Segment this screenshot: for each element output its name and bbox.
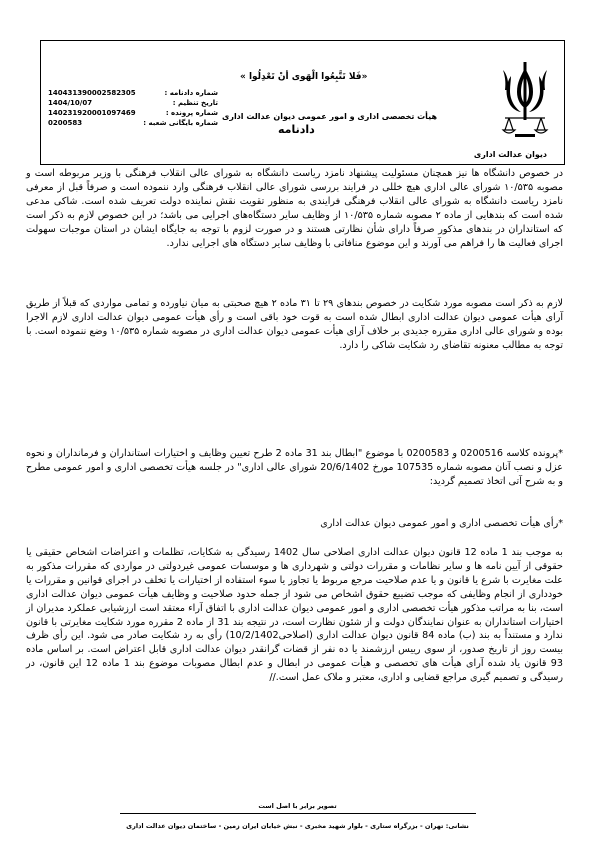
- paragraph-1: در خصوص دانشگاه ها نیز همچنان مسئولیت پیشنهاد نامزد ریاست دانشگاه به شورای عالی انقلاب فرهنگی با وزیر مربوطه است و مصوبه ۱۰/۵۳۵ شورای عالی اداری هیچ خللی در فرایند بررسی شورای عالی انقلاب فرهنگی وارد ننموده است و صرفاً قبل از معرفی نامزد ریاست دانشگاه به شورای عالی انقلاب فرهنگی فرایندی به منظور تقویت نقش نماینده دولت تعریف شده است. شاکی مدعی شده است که بندهایی از ماده ۲ مصوبه شماره ۱۰/۵۳۵ از وظایف سایر دستگاه‌های اجرایی می باشد؛ در این خصوص لازم به ذکر است که استانداران در بندهای مذکور صرفاً دارای شأن نظارتی هستند و در صورت لزوم با توجه به جایگاه ایشان در استان موجبات سهولت اجرای فعالیت ها را فراهم می آورند و این موضوع منافاتی با وظایف سایر دستگاه های اجرایی ندارد.: [26, 168, 563, 249]
- issue-date-label: تاریخ تنظیم :: [172, 99, 218, 107]
- meta-row: [48, 88, 218, 98]
- case-number-label: شماره پرونده :: [165, 109, 218, 117]
- footer-divider: [120, 813, 476, 814]
- verdict-number: 140431390002582305: [48, 89, 136, 97]
- archive-number: 0200583: [48, 119, 83, 127]
- ruling-heading: *رأی هیأت تخصصی اداری و امور عمومی دیوان عدالت اداری: [320, 518, 563, 529]
- certified-copy-note: تصویر برابر با اصل است: [258, 802, 337, 810]
- ruling-paragraph: به موجب بند 1 ماده 12 قانون دیوان عدالت اداری اصلاحی سال 1402 رسیدگی به شکایات، تظلمات و اعتراضات اشخاص حقیقی یا حقوقی از آیین نامه ها و سایر نظامات و مقررات دولتی و شهرداری ها و موسسات عمومی غیردولتی در مواردی که مقررات مذکور به علت مغایرت با شرع یا قانون و یا عدم صلاحیت مرجع مربوط یا تجاوز یا سوء استفاده از اختیارات یا تخلف در اجرای قوانین و مقررات یا خودداری از انجام وظایفی که موجب تضییع حقوق اشخاص می شود از جمله حدود صلاحیت و وظایف هیأت عمومی دیوان عدالت اداری است، بنا به مراتب مذکور هیأت تخصصی اداری و امور عمومی دیوان عدالت اداری با اتفاق آراء معتقد است ارزشیابی عملکرد مدیران از اختیارات استانداران به عنوان نمایندگان دولت و از شئون نظارت است، در نتیجه بند 31 از ماده 2 مقرره مورد شکایت مغایرتی با قانون ندارد و مستنداً به بند (ب) ماده 84 قانون دیوان عدالت اداری (اصلاحی10/2/1402) رأی به رد شکایت صادر می شود. این رأی ظرف بیست روز از تاریخ صدور، از سوی رییس ارزشمند یا ده نفر از قضات گرانقدر دیوان عدالت اداری قابل اعتراض است. بر اساس ماده 93 قانون یاد شده آرای هیأت های تخصصی و هیأت عمومی در ابطال و عدم ابطال مصوبات موضوع بند 1 ماده 12 این قانون، در رسیدگی و تصمیم گیری مراجع قضایی و اداری، معتبر و ملاک عمل است.//: [26, 547, 564, 684]
- verdict-number-label: شماره دادنامه :: [164, 89, 218, 97]
- case-metadata: [48, 88, 218, 128]
- archive-number-label: شماره بایگانی شعبه :: [143, 119, 218, 127]
- quran-verse: «فَلا تَتَّبِعُوا الْهَوى أنْ تَعْدِلُوا »: [240, 72, 368, 82]
- footer-address: نشانی: تهران - بزرگراه ستاری - بلوار شهید مخبری - نبش خیابان ایران زمین - ساختمان دیوان عدالت اداری: [126, 822, 469, 830]
- document-type-title: دادنامه: [278, 123, 315, 136]
- paragraph-2: لازم به ذکر است مصوبه مورد شکایت در خصوص بندهای ۲۹ تا ۳۱ ماده ۲ هیچ صحبتی به میان نیاورده و تمامی مواردی که قبلاً از طریق آرای هیأت عمومی دیوان عدالت اداری ابطال شده است به قوت خود باقی است و رأی هیأت عمومی دیوان عدالت اداری لازم الاجرا بوده و شورای عالی اداری مقرره جدیدی بر خلاف آرای هیأت عمومی دیوان عدالت اداری در مصوبه شماره ۱۰/۵۳۵ وضع ننموده است. با توجه به مطالب معنونه تقاضای رد شکایت شاکی را دارد.: [26, 298, 563, 351]
- meta-row: [48, 118, 218, 128]
- iran-emblem-icon: [499, 60, 551, 140]
- case-number: 140231920001097469: [48, 109, 136, 117]
- issue-date: 1404/10/07: [48, 99, 93, 107]
- meta-row: [48, 108, 218, 118]
- court-name: دیوان عدالت اداری: [473, 150, 547, 159]
- case-summary-paragraph: *پرونده کلاسه 0200516 و 0200583 با موضوع "ابطال بند 31 ماده 2 طرح تعیین وظایف و اختیارات استانداران و فرمانداران و نحوه عزل و نصب آنان مصوبه شماره 107535 مورخ 20/6/1402 شورای عالی اداری" در جلسه هیأت تخصصی اداری و امور عمومی مطرح و به شرح آتی اتخاذ تصمیم گردید:: [26, 448, 563, 487]
- issuing-body-title: هیأت تخصصی اداری و امور عمومی دیوان عدالت اداری: [222, 112, 437, 121]
- meta-row: [48, 98, 218, 108]
